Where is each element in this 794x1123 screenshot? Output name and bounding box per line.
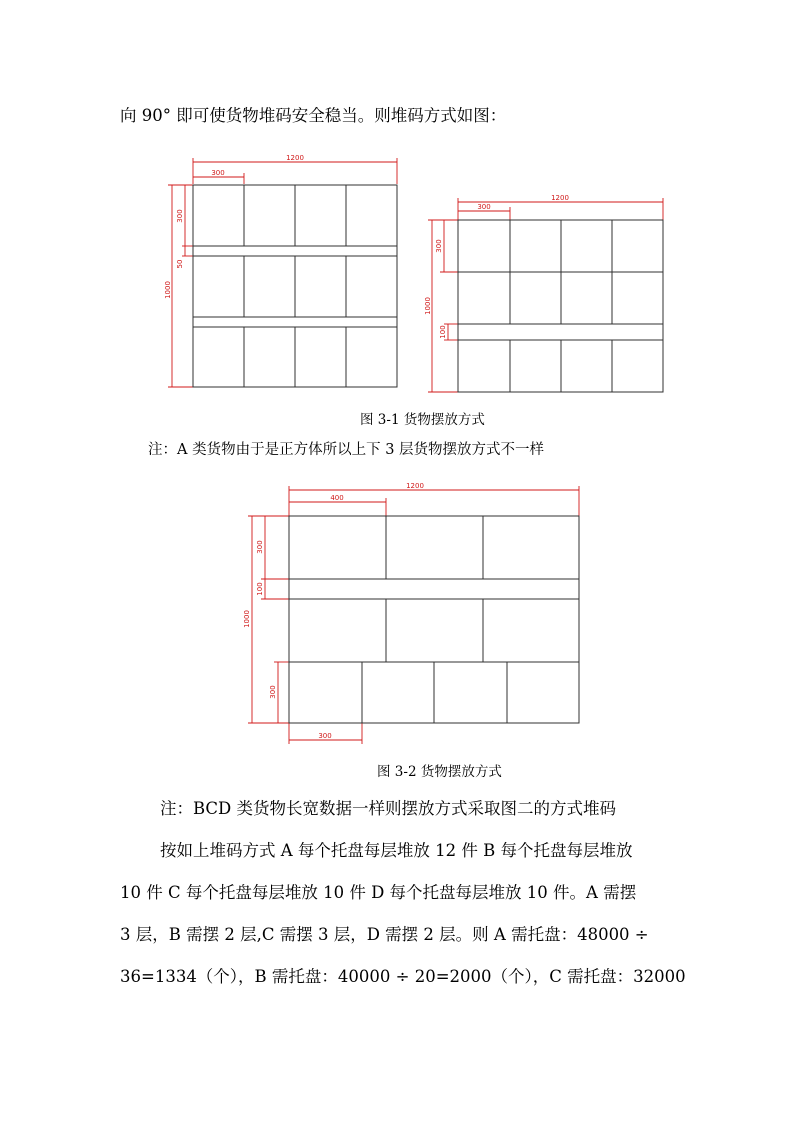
dim-label-300-bottom: 300 [318, 732, 332, 740]
note-bcd: 注：BCD 类货物长宽数据一样则摆放方式采取图二的方式堆码 [160, 799, 617, 818]
dim-label-1200: 1200 [286, 154, 304, 162]
dim-label-300-vertical: 300 [176, 209, 184, 223]
dim-label-400: 400 [330, 494, 344, 502]
dim-label-300: 300 [477, 203, 491, 211]
paragraph-line: 按如上堆码方式 A 每个托盘每层堆放 12 件 B 每个托盘每层堆放 [160, 841, 633, 860]
dim-label-1000: 1000 [164, 281, 172, 299]
dim-label-100: 100 [439, 325, 447, 339]
dim-label-300-vertical: 300 [256, 540, 264, 554]
paragraph-line: 36=1334（个），B 需托盘：40000 ÷ 20=2000（个），C 需托盘：32000 [120, 967, 686, 986]
paragraph-line: 10 件 C 每个托盘每层堆放 10 件 D 每个托盘每层堆放 10 件。A 需摆 [120, 883, 637, 902]
dim-label-300-bottom-vertical: 300 [269, 685, 277, 699]
note-a: 注：A 类货物由于是正方体所以上下 3 层货物摆放方式不一样 [148, 442, 545, 458]
figure-3-2-caption: 图 3-2 货物摆放方式 [377, 764, 502, 780]
dim-label-300: 300 [211, 169, 225, 177]
figure-3-1-left-diagram [160, 150, 410, 395]
figure-3-1-right-diagram [420, 190, 670, 395]
dim-label-50: 50 [176, 259, 184, 269]
dim-label-1200: 1200 [551, 194, 569, 202]
figure-3-1-caption: 图 3-1 货物摆放方式 [360, 412, 485, 428]
figure-3-2-diagram [240, 478, 590, 748]
paragraph-line: 3 层，B 需摆 2 层,C 需摆 3 层，D 需摆 2 层。则 A 需托盘：48000 ÷ [120, 925, 649, 944]
dim-label-1000: 1000 [243, 610, 251, 628]
dim-label-300-vertical: 300 [435, 239, 443, 253]
intro-line: 向 90° 即可使货物堆码安全稳当。则堆码方式如图： [120, 106, 507, 125]
dim-label-1000: 1000 [424, 297, 432, 315]
dim-label-1200: 1200 [406, 482, 424, 490]
dim-label-100: 100 [256, 582, 264, 596]
